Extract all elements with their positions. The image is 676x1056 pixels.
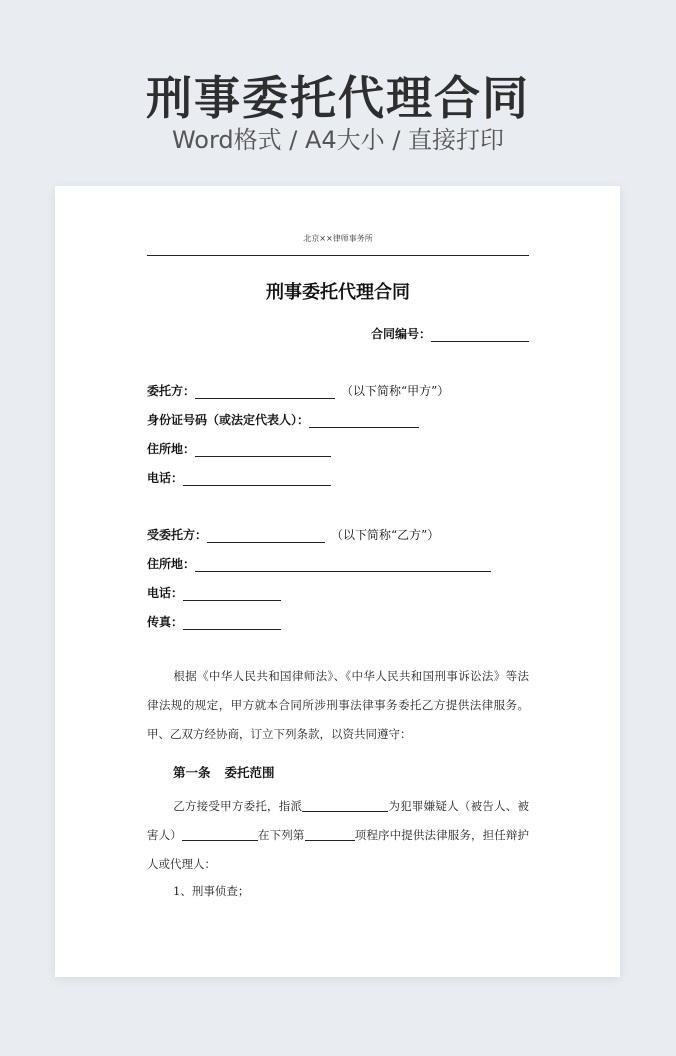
client-name-label: 委托方： <box>147 384 196 398</box>
client-id-blank <box>309 415 419 428</box>
article-1-text-4: 项程序中提供法律服务，担任辩护人或代理人： <box>147 828 530 871</box>
header-divider <box>147 255 529 256</box>
client-phone-row <box>147 469 331 486</box>
client-name-row <box>147 382 449 399</box>
client-name-note: （以下简称“甲方”） <box>341 384 450 398</box>
article-1-title: 委托范围 <box>224 765 275 780</box>
client-address-row <box>147 440 331 457</box>
agent-name-label: 受委托方： <box>147 528 208 542</box>
article-1-heading <box>173 763 275 781</box>
suspect-name-blank <box>182 828 258 841</box>
article-1-text-1: 乙方接受甲方委托，指派 <box>173 799 303 813</box>
agent-address-label: 住所地： <box>147 557 196 571</box>
agent-address-row <box>147 555 491 572</box>
client-name-blank <box>195 386 335 399</box>
client-id-label: 身份证号码（或法定代表人）： <box>147 413 310 427</box>
document-title: 刑事委托代理合同 <box>266 282 410 303</box>
list-item: 1、刑事侦查； <box>173 884 250 898</box>
agent-address-blank <box>195 559 491 572</box>
article-1-text-2: 为犯罪嫌疑人（被告人、被害人） <box>147 799 529 842</box>
article-1-paragraph <box>147 792 529 879</box>
article-1-text-3: 在下列第 <box>257 828 305 842</box>
firm-header: 北京××律师事务所 <box>303 234 373 243</box>
agent-fax-blank <box>183 617 281 630</box>
procedure-number-blank <box>305 828 355 841</box>
intro-text: 根据《中华人民共和国律师法》、《中华人民共和国刑事诉讼法》等法律法规的规定，甲方就本合同所涉刑事法律事务委托乙方提供法律服务。甲、乙双方经协商，订立下列条款，以资共同遵守： <box>147 669 529 741</box>
banner-subtitle: Word格式 / A4大小 / 直接打印 <box>171 126 505 154</box>
agent-name-blank <box>207 530 325 543</box>
intro-paragraph <box>147 662 529 749</box>
document-page <box>55 186 620 977</box>
contract-number <box>371 325 529 342</box>
agent-fax-label: 传真： <box>147 615 184 629</box>
client-address-blank <box>195 444 331 457</box>
client-phone-blank <box>183 473 331 486</box>
agent-phone-blank <box>183 588 281 601</box>
client-phone-label: 电话： <box>147 471 184 485</box>
agent-phone-label: 电话： <box>147 586 184 600</box>
client-id-row <box>147 411 419 428</box>
agent-fax-row <box>147 613 281 630</box>
article-1-number: 第一条 <box>173 765 211 780</box>
contract-number-blank <box>431 329 529 342</box>
agent-name-row <box>147 526 439 543</box>
lawyer-name-blank <box>302 799 388 812</box>
agent-phone-row <box>147 584 281 601</box>
contract-number-label: 合同编号： <box>370 327 431 341</box>
client-address-label: 住所地： <box>147 442 196 456</box>
banner-title: 刑事委托代理合同 <box>146 71 530 125</box>
document-body <box>147 186 529 977</box>
agent-name-note: （以下简称“乙方”） <box>331 528 440 542</box>
